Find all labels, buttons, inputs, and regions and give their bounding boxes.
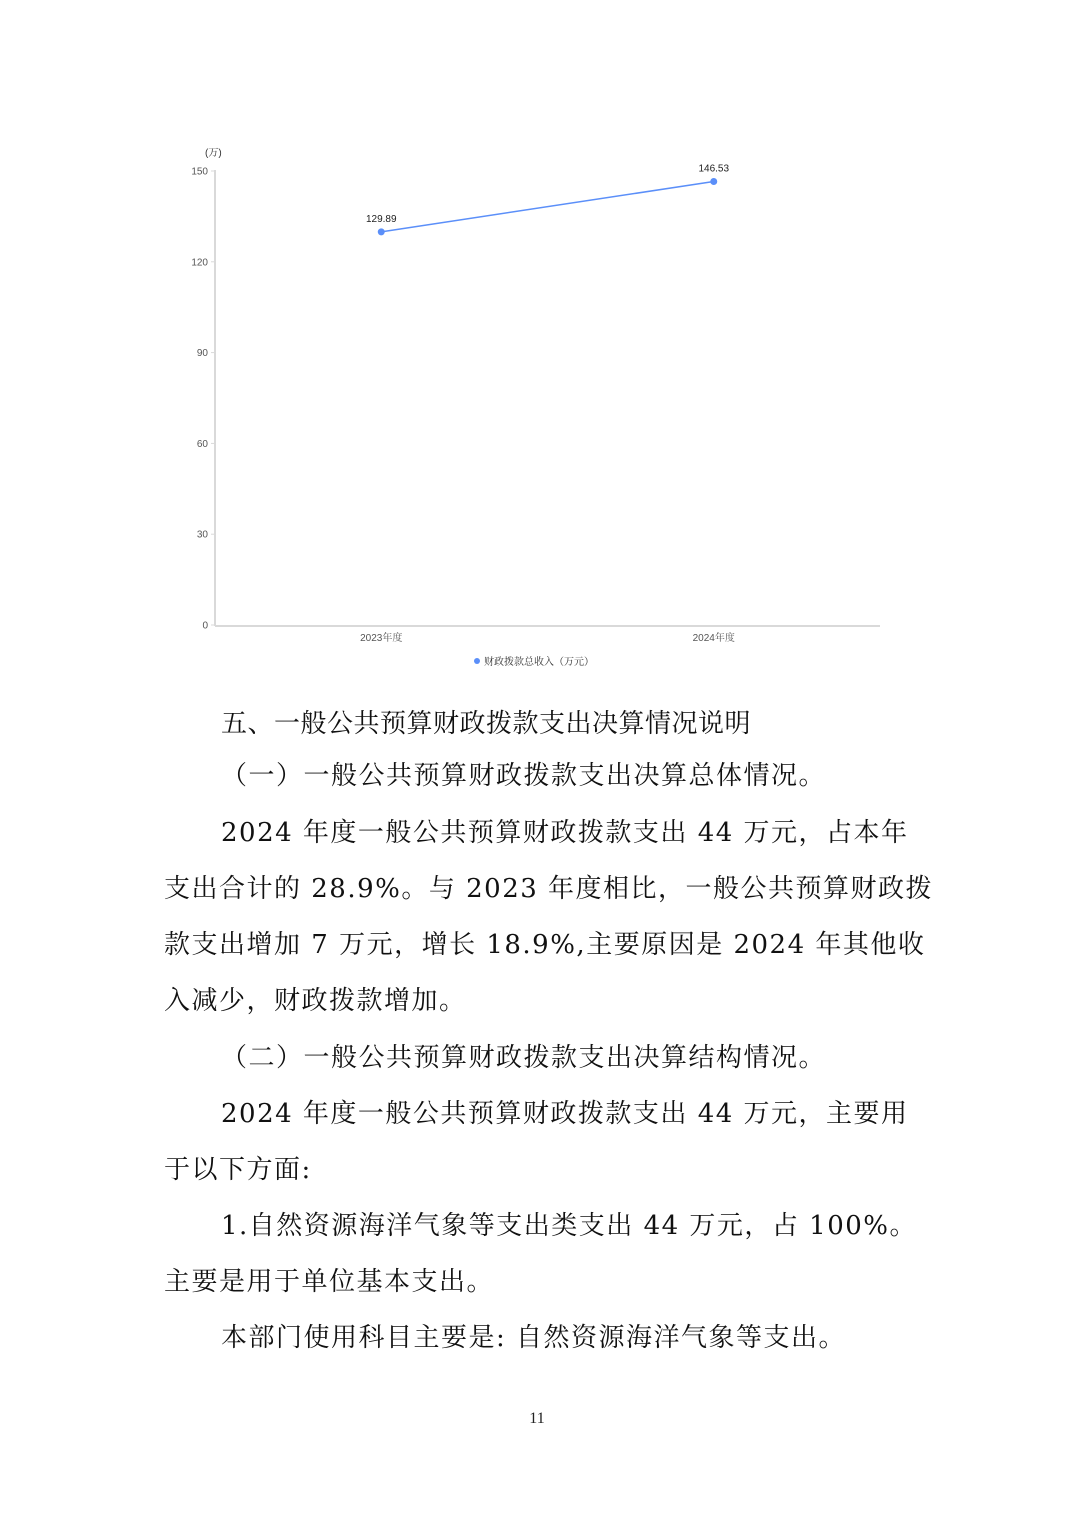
series-line (381, 182, 714, 232)
y-tick-label: 30 (196, 529, 208, 541)
legend-label: 财政拨款总收入（万元） (484, 657, 594, 668)
y-tick-label: 60 (196, 438, 208, 450)
legend (474, 655, 594, 668)
section2-paragraph-line: 1.自然资源海洋气象等支出类支出 44 万元，占 100%。 (221, 1211, 918, 1241)
y-tick-label: 120 (191, 257, 208, 269)
section1-paragraph-line: 款支出增加 7 万元，增长 18.9%,主要原因是 2024 年其他收 (164, 930, 926, 960)
section1-paragraph-line: 2024 年度一般公共预算财政拨款支出 44 万元，占本年 (221, 818, 909, 848)
section-heading: 五、一般公共预算财政拨款支出决算情况说明 (221, 709, 752, 739)
data-point (710, 178, 717, 185)
section2-paragraph-line: 本部门使用科目主要是: 自然资源海洋气象等支出。 (221, 1323, 847, 1353)
x-tick-label: 2023年度 (360, 633, 403, 644)
y-tick-label: 0 (202, 620, 208, 632)
y-tick-label: 90 (196, 348, 208, 360)
page-number: 11 (529, 1410, 545, 1427)
x-axis-ticks (360, 631, 735, 644)
section2-paragraph-line: 于以下方面: (164, 1155, 312, 1185)
section2-paragraph-line: 2024 年度一般公共预算财政拨款支出 44 万元，主要用 (221, 1099, 909, 1129)
y-unit-label: (万) (205, 148, 222, 159)
section1-title: （一）一般公共预算财政拨款支出决算总体情况。 (221, 761, 827, 791)
legend-marker (474, 658, 480, 664)
x-tick-label: 2024年度 (692, 633, 735, 644)
section1-paragraph-line: 入减少，财政拨款增加。 (164, 986, 467, 1016)
data-label: 146.53 (698, 163, 730, 175)
series-line-group (366, 164, 730, 236)
section2-paragraph-line: 主要是用于单位基本支出。 (164, 1267, 495, 1297)
section2-title: （二）一般公共预算财政拨款支出决算结构情况。 (221, 1043, 827, 1073)
line-chart (0, 0, 1074, 680)
y-axis-ticks (191, 167, 215, 632)
y-tick-label: 150 (191, 166, 208, 178)
data-label: 129.89 (365, 213, 397, 225)
section1-paragraph-line: 支出合计的 28.9%。与 2023 年度相比，一般公共预算财政拨 (164, 874, 934, 904)
data-point (378, 228, 385, 235)
